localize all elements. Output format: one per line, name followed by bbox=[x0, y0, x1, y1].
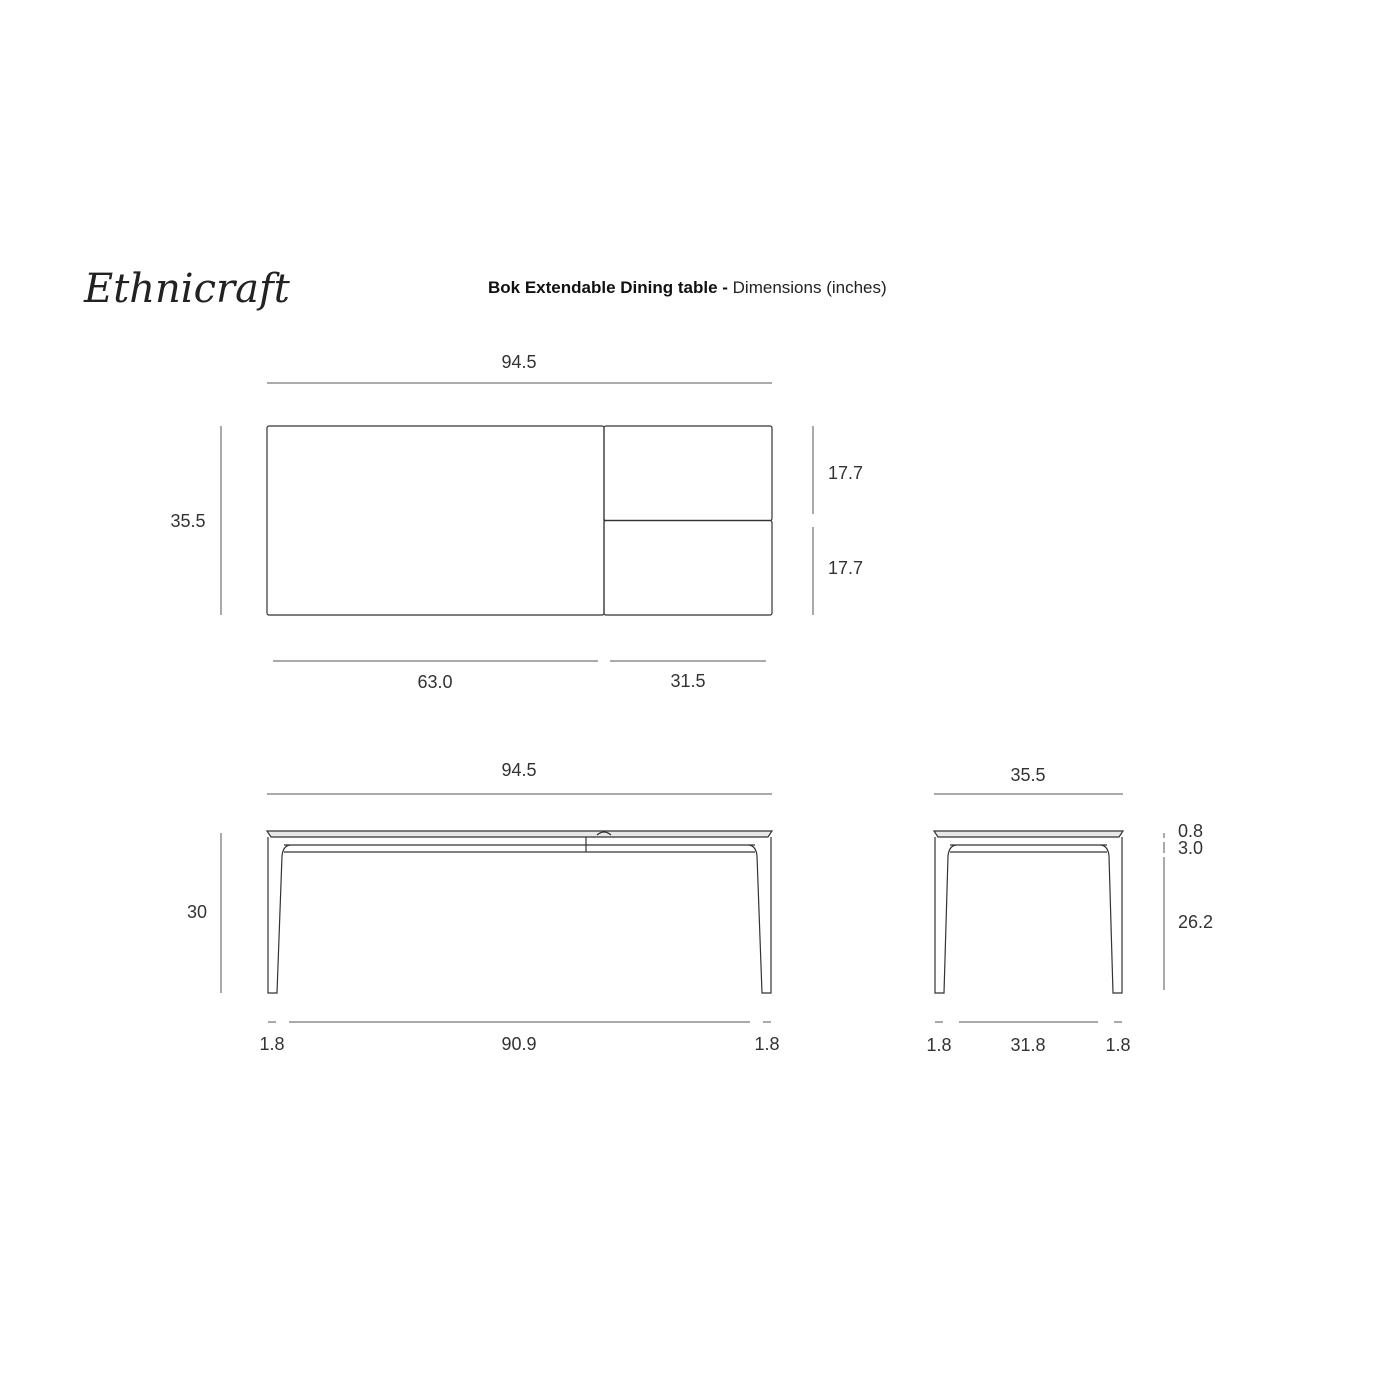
front-leg-left-label: 1.8 bbox=[259, 1034, 285, 1054]
main-length-label: 63.0 bbox=[417, 672, 453, 692]
front-leg-left bbox=[268, 837, 290, 993]
side-apron-height-label: 3.0 bbox=[1178, 838, 1204, 858]
front-leg-right-label: 1.8 bbox=[754, 1034, 780, 1054]
extension-half-a-label: 17.7 bbox=[828, 463, 864, 483]
front-between-legs-label: 90.9 bbox=[501, 1034, 537, 1054]
top-view bbox=[170, 352, 863, 692]
side-between-legs-label: 31.8 bbox=[1010, 1035, 1046, 1055]
front-leg-right bbox=[749, 837, 771, 993]
extension-half-b-label: 17.7 bbox=[828, 558, 864, 578]
extension-length-label: 31.5 bbox=[670, 671, 706, 691]
front-height-label: 30 bbox=[186, 902, 208, 922]
side-leg-left-label: 1.8 bbox=[926, 1035, 952, 1055]
front-view bbox=[187, 760, 780, 1054]
front-overall-length-label: 94.5 bbox=[501, 760, 537, 780]
title-separator: - bbox=[717, 278, 733, 297]
product-name: Bok Extendable Dining table bbox=[488, 278, 718, 297]
title-subtitle: Dimensions (inches) bbox=[732, 278, 887, 297]
extension-leaf-lower bbox=[604, 521, 772, 616]
side-leg-clearance-label: 26.2 bbox=[1178, 912, 1214, 932]
side-depth-label: 35.5 bbox=[1010, 765, 1046, 785]
side-leg-left bbox=[935, 837, 956, 993]
ethnicraft-logo: Ethnicraft bbox=[84, 266, 290, 312]
extension-leaf-upper bbox=[604, 426, 772, 521]
top-overall-length-label: 94.5 bbox=[501, 352, 537, 372]
sheet-title bbox=[488, 278, 887, 297]
side-tabletop bbox=[934, 831, 1123, 837]
side-leg-right bbox=[1101, 837, 1122, 993]
side-view bbox=[926, 765, 1213, 1055]
top-depth-label: 35.5 bbox=[170, 511, 206, 531]
side-top-thickness-label: 0.8 bbox=[1178, 821, 1204, 841]
front-tabletop bbox=[267, 831, 772, 837]
main-tabletop bbox=[267, 426, 604, 615]
side-leg-right-label: 1.8 bbox=[1105, 1035, 1131, 1055]
